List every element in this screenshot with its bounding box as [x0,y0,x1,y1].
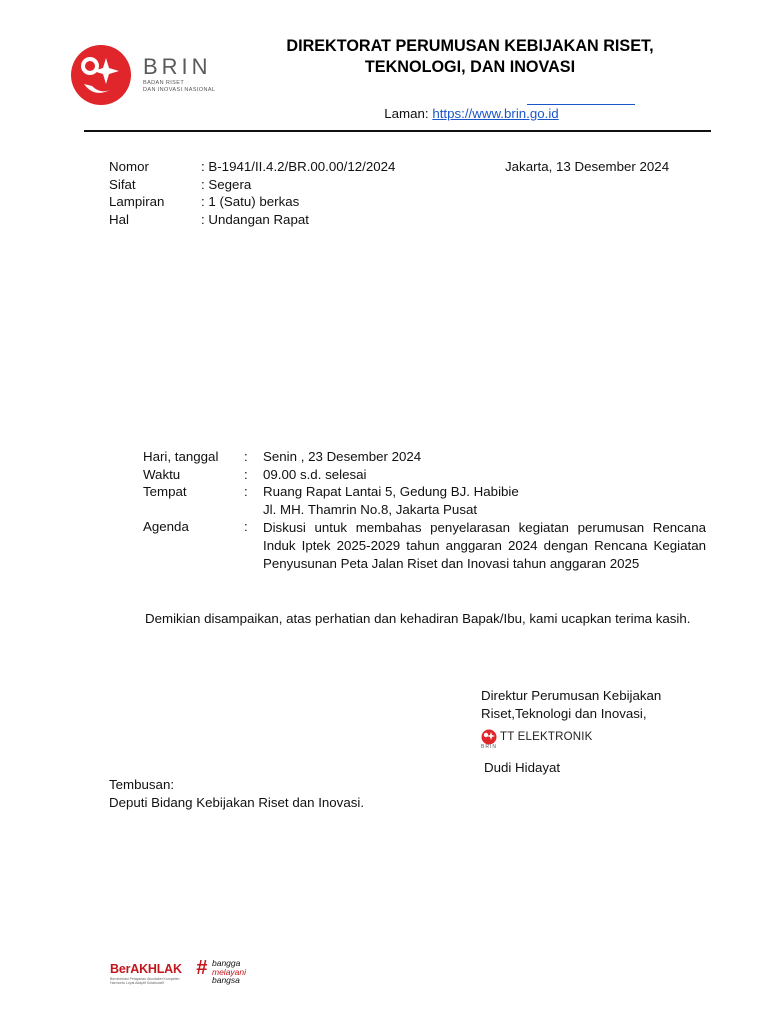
closing-text: Demikian disampaikan, atas perhatian dan kehadiran Bapak/Ibu, kami ucapkan terima kasih. [145,611,691,626]
hari-label: Hari, tanggal [143,449,219,464]
signer-title-line-1: Direktur Perumusan Kebijakan [481,688,662,703]
hari-colon: : [244,449,248,464]
tembusan-label: Tembusan: [109,777,175,792]
nomor-label: Nomor [109,159,149,174]
closing-paragraph [109,609,706,628]
laman [0,106,768,121]
sifat-value: : Segera [201,177,252,192]
laman-underline [527,104,635,105]
tempat-value-line-1: Ruang Rapat Lantai 5, Gedung BJ. Habibie [263,484,519,499]
berakhlak-logo: BerAKHLAK [110,962,182,976]
hashtag-icon: # [196,957,208,979]
bangga-melayani-logo: bangga melayani bangsa [212,958,247,985]
hari-value: Senin , 23 Desember 2024 [263,449,422,464]
laman-link[interactable]: https://www.brin.go.id [432,106,559,121]
brin-logo-icon [70,44,132,106]
agenda-value: Diskusi untuk membahas penyelarasan kegiatan perumusan Rencana Induk Iptek 2025-2029 tahun anggaran 2024 dengan Rencana Kegiatan Penyusunan Peta Jalan Riset dan Inovasi tahun anggaran 2025 [263,520,706,571]
title-line-2: TEKNOLOGI, DAN INOVASI [364,58,576,76]
waktu-colon: : [244,467,248,482]
tempat-value-line-2: Jl. MH. Thamrin No.8, Jakarta Pusat [263,502,478,517]
waktu-label: Waktu [143,467,181,482]
lampiran-label: Lampiran [109,194,165,209]
logo-text: BRIN [143,54,212,79]
signer-name: Dudi Hidayat [484,760,561,775]
tempat-colon: : [244,484,248,499]
tembusan-item: Deputi Bidang Kebijakan Riset dan Inovasi. [109,795,365,810]
waktu-value: 09.00 s.d. selesai [263,467,367,482]
sifat-label: Sifat [109,177,136,192]
agenda-colon: : [244,519,248,534]
laman-label: Laman: [384,106,429,121]
berakhlak-subtitle: Berorientasi Pelayanan Akuntabel Kompeten Harmonis Loyal Adaptif Kolaboratif [110,977,180,985]
agenda-label: Agenda [143,519,189,534]
hal-value: : Undangan Rapat [201,212,309,227]
tt-elektronik-label: TT ELEKTRONIK [500,731,593,743]
electronic-signature-icon [481,729,497,745]
tempat-label: Tempat [143,484,187,499]
letter-date: Jakarta, 13 Desember 2024 [505,159,670,174]
hal-label: Hal [109,212,129,227]
title-line-1: DIREKTORAT PERUMUSAN KEBIJAKAN RISET, [286,37,654,55]
signer-title-line-2: Riset,Teknologi dan Inovasi, [481,706,647,721]
nomor-value: : B-1941/II.4.2/BR.00.00/12/2024 [201,159,396,174]
lampiran-value: : 1 (Satu) berkas [201,194,300,209]
logo-subtitle: BADAN RISET DAN INOVASI NASIONAL [143,80,216,93]
header-divider [84,130,711,132]
tt-brin-label: BRIN [481,744,497,750]
letterhead-title [240,36,700,78]
